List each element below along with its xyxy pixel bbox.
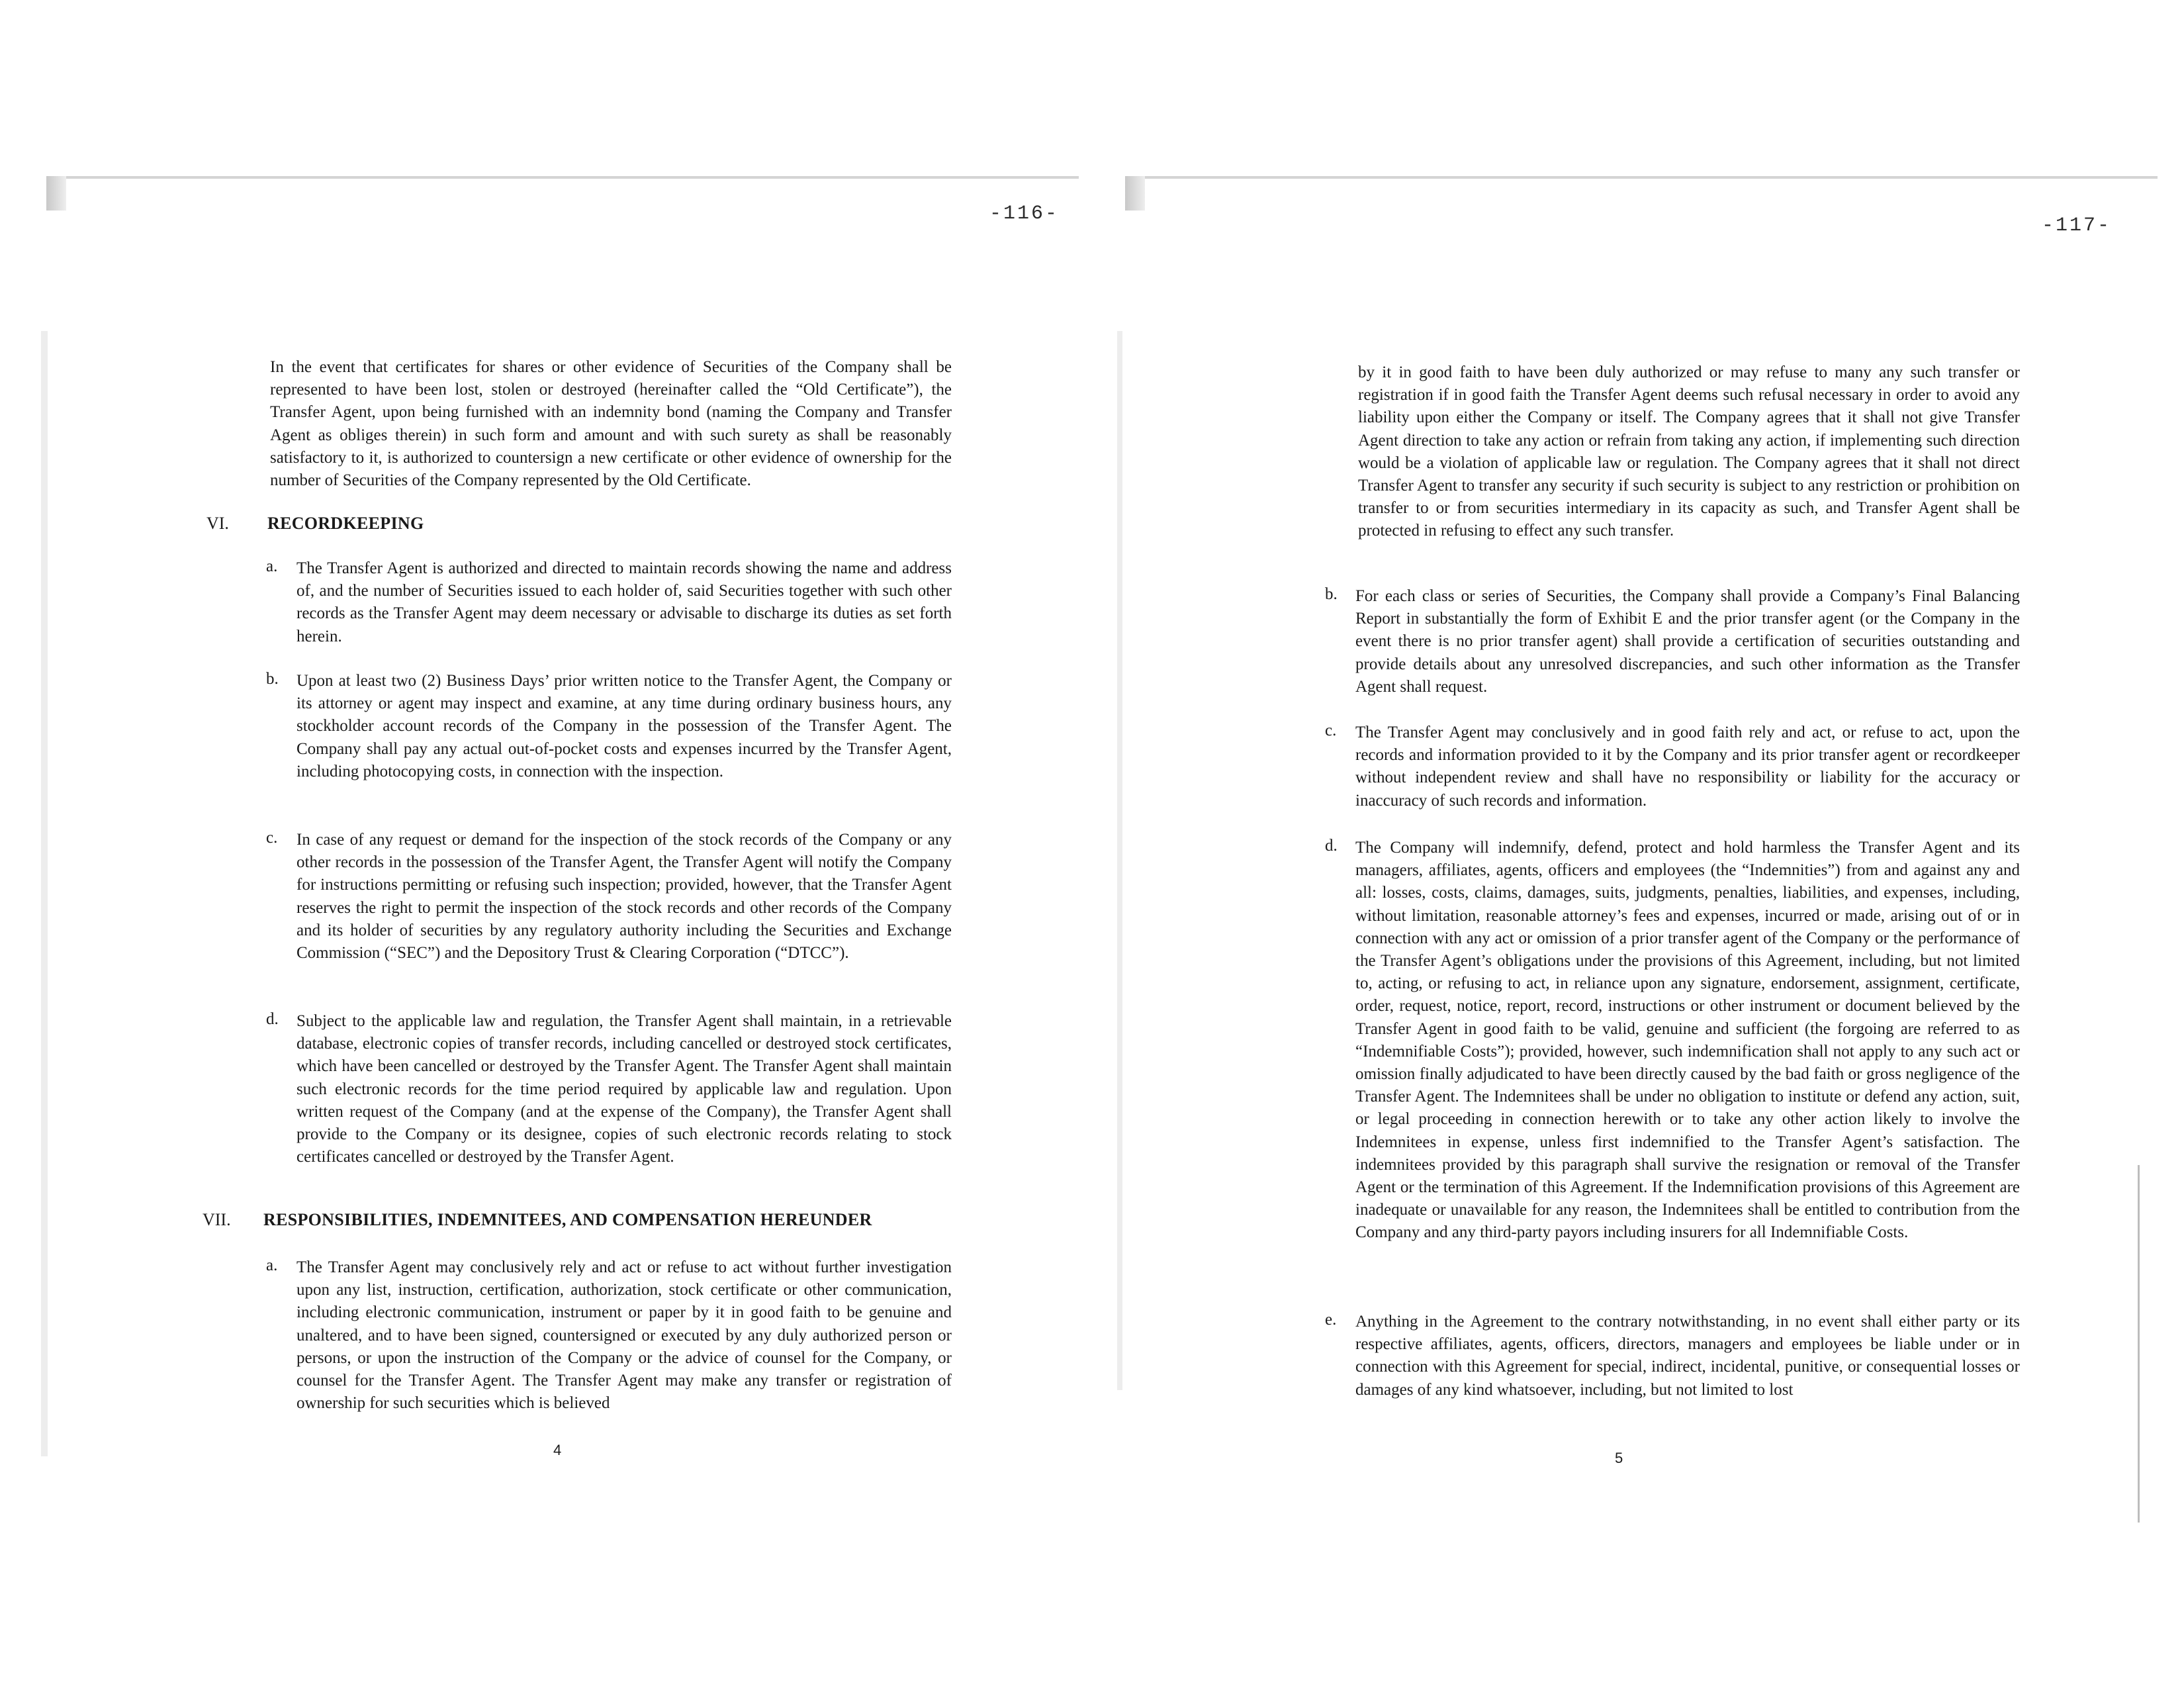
right-page-edge-line [2138,1165,2140,1523]
left-folio: -116- [989,203,1060,225]
vi-d-label: d. [266,1010,279,1028]
section-vi-title: RECORDKEEPING [267,514,424,533]
right-b-label: b. [1325,585,1338,603]
right-scan-margin [1117,331,1122,1390]
vi-a-label: a. [266,557,278,575]
vi-b-text: Upon at least two (2) Business Days’ prior written notice to the Transfer Agent, the Company or its attorney or agent may inspect and examine, at any time during ordinary business hours, any stockholder account records of the Company in the possession of the Transfer Agent. The Company shall pay any actual out-of-pocket costs and expenses incurred by the Transfer Agent, including photocopying costs, in connection with the inspection. [296,672,952,780]
right-b-text: For each class or series of Securities, the Company shall provide a Company’s Final Balancing Report in substantially the form of Exhibit E and the prior transfer agent (or the Company in the event there is no prior transfer agent) shall provide a certification of securities outstanding and provide details about any unresolved discrepancies, and such other information as the Transfer Agent shall request. [1355,587,2020,696]
continued-paragraph: by it in good faith to have been duly authorized or may refuse to many any such transfer or registration if in good faith the Transfer Agent deems such refusal necessary in order to avoid any liability upon either the Company or itself. The Company agrees that it shall not give Transfer Agent direction to take any action or refrain from taking any action, if implementing such direction would be a violation of applicable law or regulation. The Company agrees that it shall not direct Transfer Agent to transfer any security if such security is subject to any restriction or prohibition on transfer to or from securities intermediary in its capacity as such, and Transfer Agent shall be protected in refusing to effect any such transfer. [1358,363,2020,540]
right-header-rule [1125,176,2158,179]
vii-a-label: a. [266,1256,278,1274]
vii-a-text: The Transfer Agent may conclusively rely and act or refuse to act without further investigation upon any list, instruction, certification, authorization, stock certificate or other communication, including electronic communication, instrument or paper by it in good faith to be genuine and unaltered, and to have been signed, countersigned or executed by any duly authorized person or persons, or upon the instruction of the Company or the advice of counsel for the Company, or counsel for the Transfer Agent. The Transfer Agent may make any transfer or registration of ownership for such securities which is believed [296,1258,952,1413]
vi-c-label: c. [266,829,278,847]
right-d-text: The Company will indemnify, defend, protect and hold harmless the Transfer Agent and its managers, affiliates, agents, officers and employees (the “Indemnities”) from and against any and all: losses, costs, claims, damages, suits, judgments, penalties, liabilities, and expenses, including, without limitation, reasonable attorney’s fees and expenses, incurred or made, arising out of or in connection with any act or omission of a prior transfer agent of the Company or the performance of the Transfer Agent’s obligations under the provisions of this Agreement, including, but not limited to, acting, or refusing to act, in reliance upon any signature, endorsement, assignment, certificate, order, request, notice, report, record, instructions or other instrument or document believed by the Transfer Agent in good faith to be valid, genuine and sufficient (the forgoing are referred to as “Indemnifiable Costs”); provided, however, such indemnification shall not apply to any such act or omission finally adjudicated to have been directly caused by the bad faith or gross negligence of the Transfer Agent. The Indemnitees shall be under no obligation to institute or defend any action, suit, or legal proceeding in connection herewith or to take any other action likely to involve the Indemnitees in expense, unless first indemnified to the Transfer Agent’s satisfaction. The indemnitees provided by this paragraph shall survive the resignation or removal of the Transfer Agent or the termination of this Agreement. If the Indemnification provisions of this Agreement are inadequate or unavailable for any reason, the Indemnitees shall be entitled to contribution from the Company and any third-party payors including insurers for all Indemnifiable Costs. [1355,839,2020,1242]
right-c-text: The Transfer Agent may conclusively and in good faith rely and act, or refuse to act, upon the records and information provided to it by the Company and its prior transfer agent or recordkeeper without independent review and shall have no responsibility or liability for the accuracy or inaccuracy of such records and information. [1355,724,2020,810]
section-vi-number: VI. [206,514,229,533]
right-e-label: e. [1325,1311,1337,1329]
left-scan-edge [46,176,66,211]
section-vii-title: RESPONSIBILITIES, INDEMNITEES, AND COMPENSATION HEREUNDER [263,1210,872,1229]
right-page-number: 5 [1615,1450,1623,1466]
vi-d-text: Subject to the applicable law and regulation, the Transfer Agent shall maintain, in a retrievable database, electronic copies of transfer records, including cancelled or destroyed stock certificates, which have been cancelled or destroyed by the Transfer Agent. The Transfer Agent shall maintain such electronic records for the time period required by applicable law and regulation. Upon written request of the Company (and at the expense of the Company), the Transfer Agent shall provide to the Company or its designee, copies of such electronic records relating to stock certificates cancelled or destroyed by the Transfer Agent. [296,1012,952,1166]
right-d-label: d. [1325,837,1338,855]
vi-c-text: In case of any request or demand for the inspection of the stock records of the Company or any other records in the possession of the Transfer Agent, the Transfer Agent will notify the Company for instructions permitting or refusing such inspection; provided, however, that the Transfer Agent reserves the right to permit the inspection of the stock records and other records of the Company and its holder of securities by any regulatory authority including the Securities and Exchange Commission (“SEC”) and the Depository Trust & Clearing Corporation (“DTCC”). [296,831,952,962]
left-page-number: 4 [553,1442,562,1458]
right-scan-edge [1125,176,1145,211]
intro-paragraph: In the event that certificates for shares or other evidence of Securities of the Company shall be represented to have been lost, stolen or destroyed (hereinafter called the “Old Certificate”), the Transfer Agent, upon being furnished with an indemnity bond (naming the Company and Transfer Agent as obliges therein) in such form and amount and with such surety as shall be reasonably satisfactory to it, is authorized to countersign a new certificate or other evidence of ownership for the number of Securities of the Company represented by the Old Certificate. [270,358,952,490]
right-folio: -117- [2042,214,2112,237]
left-header-rule [46,176,1079,179]
right-e-text: Anything in the Agreement to the contrary notwithstanding, in no event shall either party or its respective affiliates, agents, officers, directors, managers and employees be liable under or in connection with this Agreement for special, indirect, incidental, punitive, or consequential losses or damages of any kind whatsoever, including, but not limited to lost [1355,1313,2020,1399]
vi-b-label: b. [266,670,279,688]
section-vii-number: VII. [203,1210,231,1229]
right-c-label: c. [1325,722,1337,739]
vi-a-text: The Transfer Agent is authorized and directed to maintain records showing the name and address of, and the number of Securities issued to each holder of, said Securities together with such other records as the Transfer Agent may deem necessary or advisable to discharge its duties as set forth herein. [296,559,952,645]
left-scan-margin [41,331,48,1456]
